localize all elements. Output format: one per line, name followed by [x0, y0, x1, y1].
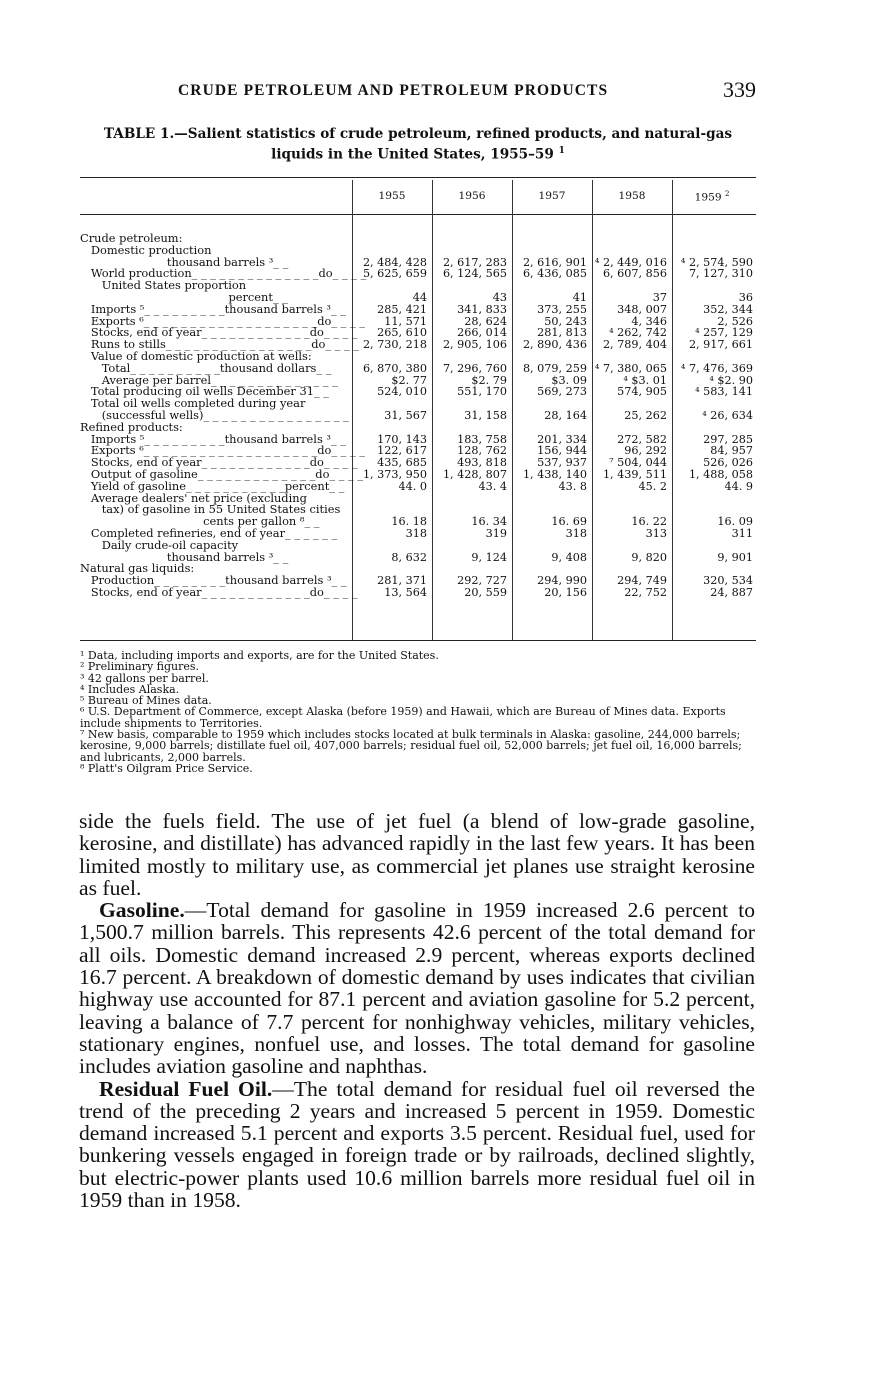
table-cell: $2. 77	[391, 373, 427, 387]
run-in-heading: Residual Fuel Oil.	[99, 1076, 273, 1101]
table-cell: 16. 69	[551, 515, 587, 529]
footnotes	[80, 650, 756, 774]
table-stub-line: Production_ _ _ _ _ _ _ _thousand barrels ³_ _	[80, 573, 347, 588]
column-header-1955: 1955	[378, 190, 406, 202]
table-cell: 16. 22	[631, 515, 667, 529]
table-cell: 20, 156	[544, 586, 587, 599]
footnote: ⁶ U.S. Department of Commerce, except Alaska (before 1959) and Hawaii, which are Bureau of Mines data. Exports include shipments to Territories.	[80, 705, 726, 730]
title-footnote-ref: 1	[558, 146, 565, 156]
table-stub-line: Total producing oil wells December 31_ _	[80, 384, 329, 399]
table-cell: 84, 957	[710, 444, 753, 458]
table-cell: 313	[645, 527, 667, 540]
table-cell: 6, 436, 085	[522, 267, 587, 281]
table-cell: ⁴ 257, 129	[695, 326, 753, 340]
table-cell: 24, 887	[710, 586, 753, 599]
table-stub-line: percent_ _	[80, 290, 288, 304]
table-cell: ⁴ 262, 742	[609, 326, 667, 340]
table-cell: 318	[405, 527, 427, 540]
footnote: ¹ Data, including imports and exports, are for the United States.	[80, 649, 439, 662]
table-stub-line: Yield of gasoline_ _ _ _ _ _ _ _ _ _ _percent_ _	[80, 478, 345, 493]
table-stub-line: United States proportion	[80, 278, 247, 293]
table-stub-line: Average per barrel_ _ _ _ _ _ _ _ _ _ _ _ _ _	[80, 372, 338, 387]
table-cell: 341, 833	[457, 302, 507, 316]
table-stub-line: Runs to stills_ _ _ _ _ _ _ _ _ _ _ _ _ _ _ _do_ _ _ _	[80, 337, 360, 352]
table-cell: 574, 905	[617, 385, 667, 399]
table-cell: 526, 026	[703, 456, 753, 470]
table-stub-line: Output of gasoline_ _ _ _ _ _ _ _ _ _ _ _ _do_ _ _ _	[80, 467, 364, 481]
table-cell: 551, 170	[457, 385, 507, 399]
table-cell: 292, 727	[457, 574, 507, 588]
table-cell: 2, 526	[717, 314, 753, 328]
table-stub-line: Total_ _ _ _ _ _ _ _ _ _thousand dollars_ _	[80, 360, 332, 375]
table-cell: 285, 421	[377, 302, 427, 316]
table-title-line-1: TABLE 1.—Salient statistics of crude petroleum, refined products, and natural-gas	[103, 126, 733, 142]
table-stub-line: Refined products:	[80, 419, 183, 434]
table-cell: 266, 014	[457, 326, 507, 340]
footnote: ⁴ Includes Alaska.	[80, 682, 180, 696]
column-header-1957: 1957	[538, 190, 566, 202]
table-cell: 22, 752	[624, 586, 667, 599]
table-cell: 352, 344	[703, 302, 753, 316]
table-cell: ⁴ 2, 449, 016	[594, 255, 667, 269]
body-text	[79, 810, 755, 1211]
table-cell: 43. 8	[558, 479, 587, 493]
table-cell: 9, 901	[717, 550, 753, 564]
table-cell: 7, 127, 310	[688, 267, 753, 281]
table-cell: ⁴ 7, 380, 065	[594, 361, 667, 375]
table-cell: 28, 624	[464, 314, 507, 328]
table-cell: ⁴ $2. 90	[709, 373, 753, 387]
table-cell: 96, 292	[624, 444, 667, 458]
table-cell: 41	[572, 291, 587, 304]
table-cell: 318	[565, 527, 587, 540]
table-cell: 44. 0	[398, 479, 427, 493]
table-cell: 348, 007	[617, 302, 667, 316]
table-cell: 16. 09	[717, 515, 753, 529]
running-header	[80, 77, 756, 106]
table-cell: 201, 334	[537, 432, 587, 446]
footnote: ² Preliminary figures.	[80, 660, 200, 674]
table-cell: 9, 820	[631, 550, 667, 564]
table-cell: 8, 079, 259	[522, 361, 587, 375]
table-cell: 50, 243	[544, 314, 587, 328]
table-cell: 31, 158	[464, 409, 507, 422]
table-cell: 31, 567	[384, 409, 427, 422]
table-cell: ⁷ 504, 044	[609, 456, 667, 470]
column-footnote-ref: 2	[724, 190, 730, 198]
table-stub-line: Stocks, end of year_ _ _ _ _ _ _ _ _ _ _ _do_ _ _ _	[80, 325, 358, 340]
table-top-rule	[80, 177, 756, 178]
table-cell: 1, 438, 140	[522, 468, 587, 481]
table-bottom-rule	[80, 640, 756, 641]
table-stub-line: Exports ⁶_ _ _ _ _ _ _ _ _ _ _ _ _ _ _ _ _ _ _do_ _ _ _	[80, 313, 365, 328]
table-stub-line: thousand barrels ³_ _	[80, 549, 289, 564]
table-cell: 373, 255	[537, 302, 587, 316]
table-cell: 297, 285	[703, 432, 753, 446]
table-stub-line: Natural gas liquids:	[80, 561, 195, 576]
table-cell: 2, 730, 218	[362, 338, 427, 352]
table-cell: 4, 346	[631, 314, 667, 328]
table-cell: 16. 34	[471, 515, 507, 529]
column-divider	[672, 180, 673, 640]
table-stub-line: (successful wells)_ _ _ _ _ _ _ _ _ _ _ _ _ _ _ _	[80, 408, 349, 422]
table-cell: 122, 617	[377, 444, 427, 458]
table-stub-line: Stocks, end of year_ _ _ _ _ _ _ _ _ _ _ _do_ _ _ _	[80, 455, 358, 470]
table-stub-line: Stocks, end of year_ _ _ _ _ _ _ _ _ _ _ _do_ _ _ _	[80, 585, 358, 599]
table-cell: 36	[738, 291, 753, 304]
table-cell: 272, 582	[617, 432, 667, 446]
table-cell: 128, 762	[457, 444, 507, 458]
table-title	[80, 126, 756, 164]
table-cell: 6, 870, 380	[362, 361, 427, 375]
table-cell: 43	[492, 291, 507, 304]
table-header-rule	[80, 214, 756, 215]
footnote: ⁵ Bureau of Mines data.	[80, 694, 212, 708]
table-cell: 2, 789, 404	[602, 338, 667, 352]
table-cell: 1, 488, 058	[688, 468, 753, 481]
table-cell: 37	[652, 291, 667, 304]
table-stub-line: Value of domestic production at wells:	[80, 349, 312, 363]
table-cell: 45. 2	[638, 479, 667, 493]
table-stub-line: Total oil wells completed during year	[80, 396, 306, 411]
table-cell: 2, 905, 106	[442, 338, 507, 352]
paragraph-continuation: side the fuels field. The use of jet fuel (a blend of low-grade gasoline, kerosine, and distillate) has advanced rapidly in the last few years. It has been limited mostly to military use, as commercial jet planes use straight kerosine as fuel.	[79, 809, 755, 900]
footnote: ³ 42 gallons per barrel.	[80, 671, 209, 685]
table-cell: ⁴ 583, 141	[695, 385, 753, 399]
table-cell: 156, 944	[537, 444, 587, 458]
table-cell: 281, 371	[377, 574, 427, 588]
table-cell: 43. 4	[478, 479, 507, 493]
table-cell: 6, 124, 565	[442, 267, 507, 281]
table-stub-line: Domestic production	[80, 242, 212, 257]
paragraph-gasoline: Gasoline.—Total demand for gasoline in 1959 increased 2.6 percent to 1,500.7 million barrels. This represents 42.6 percent of the total demand for all oils. Domestic demand increased 2.9 percent, whereas exports declined 16.7 percent. A breakdown of domestic demand by uses indicates that civilian highway use accounted for 87.1 percent and aviation gasoline for 5.2 percent, leaving a balance of 7.7 percent for nonhighway vehicles, military vehicles, stationary engines, nonfuel use, and losses. The total demand for gasoline includes aviation gasoline and naphthas.	[79, 898, 755, 1079]
table-cell: 9, 124	[471, 550, 507, 564]
table-cell: 2, 616, 901	[522, 255, 587, 269]
table-cell: 435, 685	[377, 456, 427, 470]
table-cell: 8, 632	[391, 550, 427, 564]
run-in-heading: Gasoline.	[99, 898, 185, 923]
table-stub-line: Completed refineries, end of year_ _ _ _ _ _	[80, 526, 338, 540]
table-cell: 11, 571	[384, 314, 427, 328]
table-cell: 28, 164	[544, 409, 587, 422]
table-stub-line: Imports ⁵_ _ _ _ _ _ _ _ _thousand barrels ³_ _	[80, 431, 346, 446]
table-cell: 2, 890, 436	[522, 338, 587, 352]
table-cell: 569, 273	[537, 385, 587, 399]
table-cell: 320, 534	[703, 574, 753, 588]
table-cell: 1, 428, 807	[442, 468, 507, 481]
table-stub-line: Imports ⁵_ _ _ _ _ _ _ _ _thousand barrels ³_ _	[80, 301, 346, 316]
table-cell: 16. 18	[391, 515, 427, 529]
table-cell: ⁴ $3. 01	[623, 373, 667, 387]
table-stub-line: Average dealers' net price (excluding	[80, 490, 307, 505]
table-cell: 25, 262	[624, 409, 667, 422]
page-number: 339	[723, 77, 756, 102]
running-title: CRUDE PETROLEUM AND PETROLEUM PRODUCTS	[178, 82, 609, 99]
table-cell: 20, 559	[464, 586, 507, 599]
table-stub-line: World production_ _ _ _ _ _ _ _ _ _ _ _ _ _do_ _ _ _	[80, 266, 367, 281]
table-stub-line: Daily crude-oil capacity	[80, 537, 239, 552]
table-cell: 265, 610	[377, 326, 427, 340]
table-cell: $2. 79	[471, 373, 507, 387]
table-cell: 319	[485, 527, 507, 540]
table-cell: 7, 296, 760	[442, 361, 507, 375]
table-cell: 524, 010	[377, 385, 427, 399]
table-stub-line: tax) of gasoline in 55 United States cities	[80, 502, 341, 517]
table-cell: ⁴ 7, 476, 369	[680, 361, 753, 375]
table-cell: 2, 617, 283	[442, 255, 507, 269]
table-cell: 294, 990	[537, 574, 587, 588]
table-cell: 170, 143	[377, 432, 427, 446]
table-cell: 9, 408	[551, 550, 587, 564]
table-cell: 493, 818	[457, 456, 507, 470]
table-cell: 6, 607, 856	[602, 267, 667, 281]
table-stub-line: cents per gallon ⁸_ _	[80, 514, 320, 529]
table-cell: 44	[412, 291, 427, 304]
table-cell: 2, 484, 428	[362, 255, 427, 269]
table-title-line-2: liquids in the United States, 1955–59 $^1$	[271, 146, 565, 163]
table-cell: 537, 937	[537, 456, 587, 470]
table-cell: 294, 749	[617, 574, 667, 588]
column-header-1958: 1958	[618, 190, 646, 202]
table-cell: 1, 373, 950	[362, 468, 427, 481]
table-cell: 311	[731, 527, 753, 540]
table-cell: ⁴ 26, 634	[702, 409, 753, 422]
table-cell: ⁴ 2, 574, 590	[680, 255, 753, 269]
table-stub-line: thousand barrels ³_ _	[80, 254, 289, 269]
table-stub-line: Exports ⁶_ _ _ _ _ _ _ _ _ _ _ _ _ _ _ _ _ _ _do_ _ _ _	[80, 443, 365, 458]
column-header-1956: 1956	[458, 190, 486, 202]
table-cell: $3. 09	[551, 373, 587, 387]
column-header-1959: 1959 $^2$	[694, 190, 730, 204]
table-cell: 281, 813	[537, 326, 587, 340]
footnote: ⁸ Platt's Oilgram Price Service.	[80, 761, 253, 775]
table-cell: 44. 9	[724, 479, 753, 493]
footnote: ⁷ New basis, comparable to 1959 which includes stocks located at bulk terminals in Alaska: gasoline, 244,000 barrels; kerosine, 9,000 barrels; distillate fuel oil, 407,000 barrels; residual fuel oil, 52,000 barrels; jet fuel oil, 16,000 barrels; and lubricants, 2,000 barrels.	[80, 728, 742, 764]
table-stub-line: Crude petroleum:	[80, 231, 183, 245]
paragraph-residual-fuel-oil: Residual Fuel Oil.—The total demand for residual fuel oil reversed the trend of the preceding 2 years and increased 5 percent in 1959. Domestic demand increased 5.1 percent and exports 3.5 percent. Residual fuel, used for bunkering vessels engaged in foreign trade or by railroads, declined slightly, but electric-power plants used 10.6 million barrels more residual fuel oil in 1959 than in 1958.	[79, 1076, 755, 1213]
table-cell: 13, 564	[384, 586, 427, 599]
table-cell: 5, 625, 659	[362, 267, 427, 281]
table-cell: 2, 917, 661	[688, 338, 753, 352]
table-cell: 1, 439, 511	[602, 468, 667, 481]
table-cell: 183, 758	[457, 432, 507, 446]
